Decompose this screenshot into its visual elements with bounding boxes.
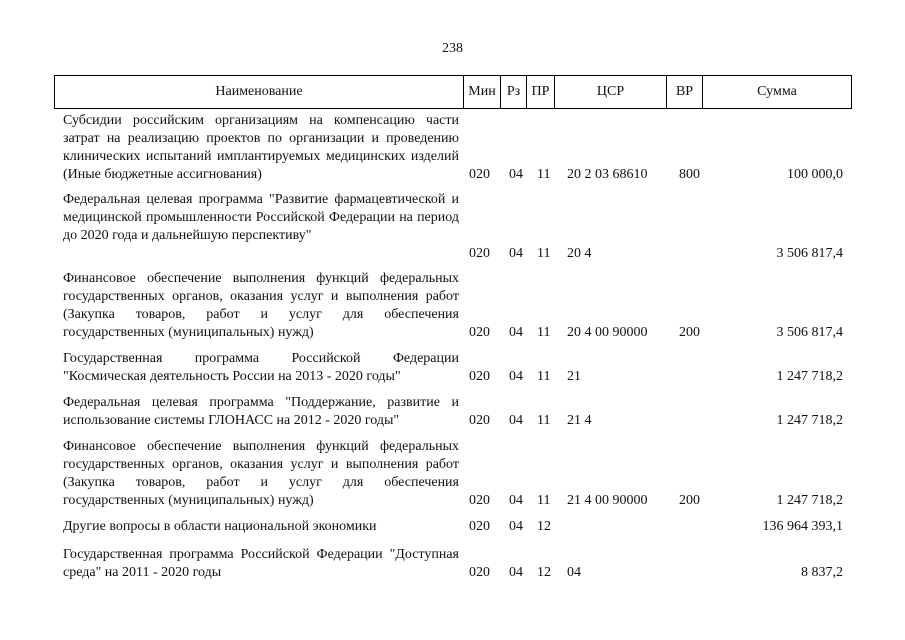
row-csr: 20 4 00 90000 [567, 325, 648, 340]
row-csr: 21 4 [567, 413, 592, 428]
row-rz: 04 [509, 167, 523, 182]
row-rz: 04 [509, 369, 523, 384]
row-sum: 8 837,2 [801, 565, 843, 580]
header-vr: ВР [666, 76, 702, 108]
header-rz: Рз [500, 76, 526, 108]
row-pr: 11 [537, 413, 551, 428]
table-row [0, 518, 905, 536]
row-rz: 04 [509, 246, 523, 261]
row-rz: 04 [509, 519, 523, 534]
row-name: Федеральная целевая программа "Поддержание, развитие и использование системы ГЛОНАСС на 2012 - 2020 годы" [63, 395, 459, 428]
row-min: 020 [469, 565, 490, 580]
row-pr: 11 [537, 493, 551, 508]
header-name: Наименование [54, 76, 463, 108]
table-row [0, 546, 905, 582]
row-min: 020 [469, 493, 490, 508]
row-min: 020 [469, 325, 490, 340]
row-sum: 3 506 817,4 [776, 325, 843, 340]
row-name: Государственная программа Российской Федерации "Доступная среда" на 2011 - 2020 годы [63, 547, 459, 580]
header-pr: ПР [526, 76, 554, 108]
row-pr: 12 [537, 519, 551, 534]
header-sum: Сумма [702, 76, 852, 108]
row-pr: 11 [537, 167, 551, 182]
table-row [0, 438, 905, 510]
row-sum: 1 247 718,2 [776, 413, 843, 428]
row-rz: 04 [509, 493, 523, 508]
table-row [0, 270, 905, 342]
table-row [0, 394, 905, 430]
header-min: Мин [463, 76, 500, 108]
row-min: 020 [469, 369, 490, 384]
row-sum: 1 247 718,2 [776, 369, 843, 384]
row-csr: 04 [567, 565, 581, 580]
row-sum: 100 000,0 [787, 167, 843, 182]
row-csr: 20 2 03 68610 [567, 167, 648, 182]
row-name: Субсидии российским организациям на компенсацию части затрат на реализацию проектов по организации и проведению клинических испытаний имплантируемых медицинских изделий (Иные бюджетные ассигнования) [63, 113, 459, 182]
row-vr: 200 [679, 325, 700, 340]
row-pr: 11 [537, 325, 551, 340]
table-row [0, 191, 905, 263]
table-header [54, 75, 852, 109]
row-rz: 04 [509, 413, 523, 428]
row-csr: 21 [567, 369, 581, 384]
row-sum: 1 247 718,2 [776, 493, 843, 508]
row-name: Государственная программа Российской Федерации "Космическая деятельность России на 2013 - 2020 годы" [63, 351, 459, 384]
row-sum: 136 964 393,1 [762, 519, 843, 534]
row-min: 020 [469, 413, 490, 428]
page-number: 238 [442, 41, 463, 56]
row-csr: 21 4 00 90000 [567, 493, 648, 508]
row-name: Федеральная целевая программа "Развитие фармацевтической и медицинской промышленности Российской Федерации на период до 2020 года и дальнейшую перспективу" [63, 192, 459, 243]
row-sum: 3 506 817,4 [776, 246, 843, 261]
row-min: 020 [469, 167, 490, 182]
table-row [0, 112, 905, 184]
row-min: 020 [469, 246, 490, 261]
row-pr: 11 [537, 369, 551, 384]
row-pr: 11 [537, 246, 551, 261]
row-vr: 200 [679, 493, 700, 508]
row-rz: 04 [509, 565, 523, 580]
row-name: Финансовое обеспечение выполнения функций федеральных государственных органов, оказания услуг и выполнения работ (Закупка товаров, работ и услуг для обеспечения государственных (муниципальных) нужд) [63, 439, 459, 508]
row-vr: 800 [679, 167, 700, 182]
row-name: Финансовое обеспечение выполнения функций федеральных государственных органов, оказания услуг и выполнения работ (Закупка товаров, работ и услуг для обеспечения государственных (муниципальных) нужд) [63, 271, 459, 340]
row-min: 020 [469, 519, 490, 534]
row-rz: 04 [509, 325, 523, 340]
row-name: Другие вопросы в области национальной экономики [63, 519, 377, 534]
table-row [0, 350, 905, 386]
row-pr: 12 [537, 565, 551, 580]
header-csr: ЦСР [554, 76, 666, 108]
row-csr: 20 4 [567, 246, 592, 261]
